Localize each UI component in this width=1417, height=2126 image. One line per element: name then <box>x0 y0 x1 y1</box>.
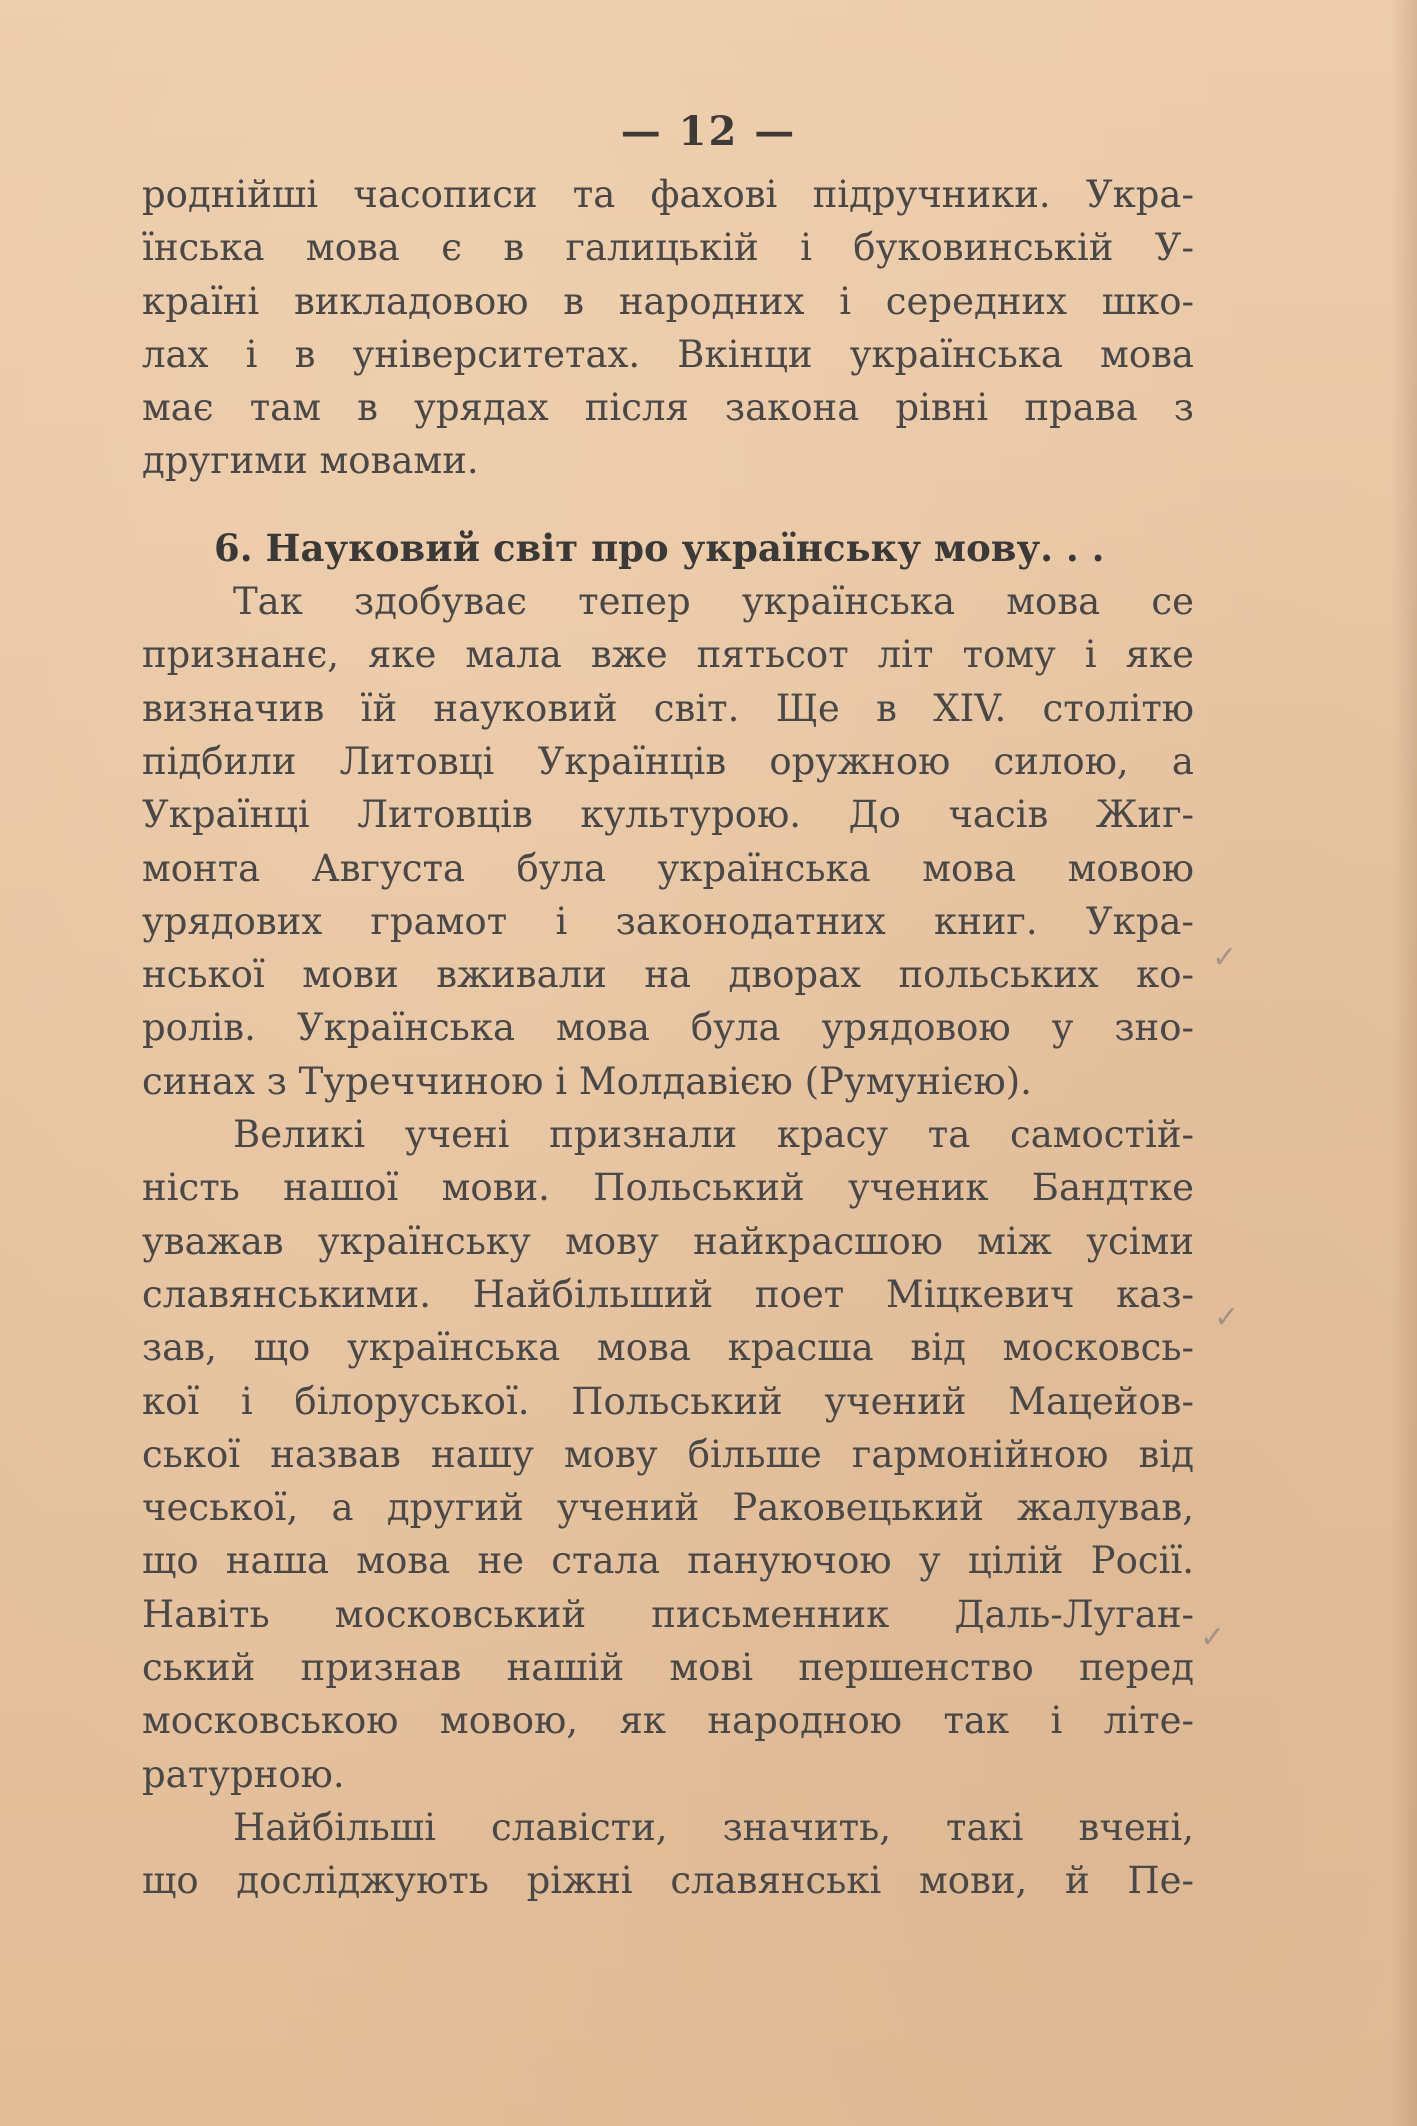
text-line: зав, що українська мова красша від московсь- <box>142 1326 1194 1370</box>
text-line: кої і білоруської. Польський учений Мацейов- <box>142 1379 1194 1423</box>
text-line: уважав українську мову найкрасшою між усіми <box>142 1219 1194 1263</box>
text-line: що наша мова не стала пануючою у цілій Росії. <box>142 1539 1194 1583</box>
text-line: Українці Литовців культурою. До часів Жиг- <box>142 793 1194 837</box>
text-line: синах з Туреччиною і Молдавією (Румунією). <box>142 1059 1032 1103</box>
text-line: Найбільші славісти, значить, такі вчені, <box>233 1805 1194 1849</box>
text-line: урядових грамот і законодатних книг. Укра- <box>142 899 1194 943</box>
text-line: країні викладовою в народних і середних шко- <box>142 279 1194 323</box>
text-line: має там в урядах після закона рівні права з <box>142 386 1194 430</box>
text-line: московською мовою, як народною так і літе- <box>142 1699 1194 1743</box>
paragraph-3 <box>142 1108 1194 1801</box>
pencil-check-mark: ✓ <box>1200 1620 1226 1655</box>
text-line: ність нашої мови. Польський ученик Бандтке <box>142 1166 1194 1210</box>
text-line: ської назвав нашу мову більше гармонійною від <box>142 1432 1194 1476</box>
text-line: Великі учені признали красу та самостій- <box>233 1113 1194 1157</box>
text-line: славянськими. Найбільший поет Міцкевич каз- <box>142 1272 1194 1316</box>
text-line: чеської, а другий учений Раковецький жалував, <box>142 1486 1194 1530</box>
text-line: признанє, яке мала вже пятьсот літ тому і яке <box>142 633 1194 677</box>
text-line: ський признав нашій мові першенство перед <box>142 1646 1194 1690</box>
section-gap <box>142 488 1194 522</box>
text-line: визначив їй науковий світ. Ще в XIV. столітю <box>142 686 1194 730</box>
page-edge-shadow <box>1391 0 1417 2126</box>
paragraph-4 <box>142 1801 1194 1908</box>
text-line: ролів. Українська мова була урядовою у зно- <box>142 1006 1194 1050</box>
pencil-check-mark: ✓ <box>1212 940 1238 975</box>
text-line: другими мовами. <box>142 439 479 483</box>
page-number: — 12 — <box>620 108 797 155</box>
text-line: монта Августа була українська мова мовою <box>142 846 1194 890</box>
text-line: ратурною. <box>142 1752 345 1796</box>
text-line: лах і в університетах. Вкінци українська мова <box>142 332 1194 376</box>
text-line: роднійші часописи та фахові підручники. Укра- <box>142 173 1194 216</box>
text-line: нської мови вживали на дворах польських ко- <box>142 953 1194 997</box>
paragraph-1 <box>142 168 1194 488</box>
text-line: їнська мова є в галицькій і буковинській У- <box>142 226 1194 270</box>
text-line: Навіть московський письменник Даль-Луган- <box>142 1592 1194 1636</box>
section-heading: 6. Науковий світ про українську мову. . . <box>214 525 1105 570</box>
text-line: що досліджують ріжні славянські мови, й Пе- <box>142 1859 1194 1903</box>
text-line: Так здобуває тепер українська мова се <box>233 580 1194 624</box>
paragraph-2 <box>142 575 1194 1108</box>
text-line: підбили Литовці Українців оружною силою, а <box>142 739 1194 783</box>
text-body <box>142 168 1194 1908</box>
pencil-check-mark: ✓ <box>1214 1300 1240 1335</box>
